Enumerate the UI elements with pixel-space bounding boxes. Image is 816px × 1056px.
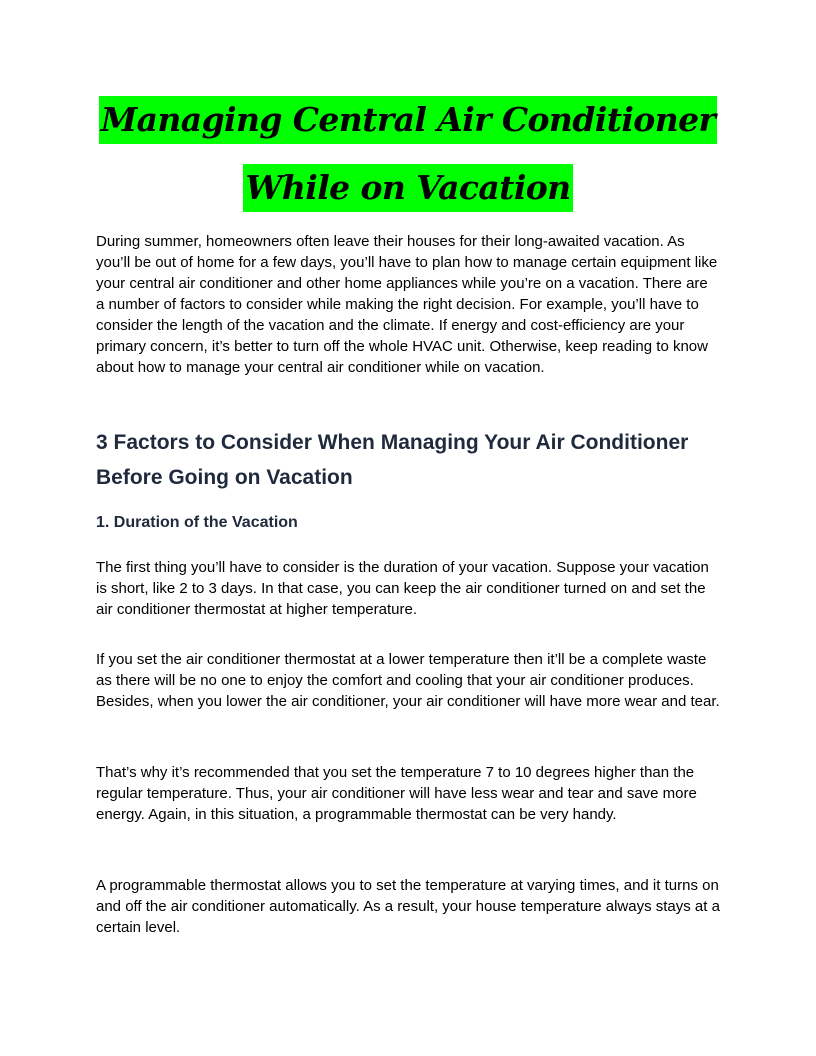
paragraph-3: That’s why it’s recommended that you set the temperature 7 to 10 degrees higher than the regular temperature. Thus, your air conditioner will have less wear and tear and save more energy. Again, in this situation, a programmable thermostat can be very handy.	[96, 764, 697, 823]
paragraph-4: A programmable thermostat allows you to set the temperature at varying times, and it turns on and off the air conditioner automatically. As a result, your house temperature always stays at a certain level.	[96, 877, 720, 936]
title-line-2-container	[96, 164, 720, 212]
paragraph-1: The first thing you’ll have to consider is the duration of your vacation. Suppose your vacation is short, like 2 to 3 days. In that case, you can keep the air conditioner turned on and set the air conditioner thermostat at higher temperature.	[96, 559, 709, 618]
section-heading: 3 Factors to Consider When Managing Your Air Conditioner Before Going on Vacation	[96, 431, 689, 489]
document-title-line-1: Managing Central Air Conditioner	[99, 96, 718, 144]
title-line-1-container	[96, 96, 720, 144]
paragraph-2: If you set the air conditioner thermostat at a lower temperature then it’ll be a complete waste as there will be no one to enjoy the comfort and cooling that your air conditioner produces. Besides, when you lower the air conditioner, your air conditioner will have more wear and tear.	[96, 651, 720, 710]
subsection-heading: 1. Duration of the Vacation	[96, 514, 298, 531]
intro-paragraph: During summer, homeowners often leave their houses for their long-awaited vacation. As you’ll be out of home for a few days, you’ll have to plan how to manage certain equipment like your central air conditioner and other home appliances while you’re on a vacation. There are a number of factors to consider while making the right decision. For example, you’ll have to consider the length of the vacation and the climate. If energy and cost-efficiency are your primary concern, it’s better to turn off the whole HVAC unit. Otherwise, keep reading to know about how to manage your central air conditioner while on vacation.	[96, 233, 718, 376]
document-title-line-2: While on Vacation	[243, 164, 572, 212]
